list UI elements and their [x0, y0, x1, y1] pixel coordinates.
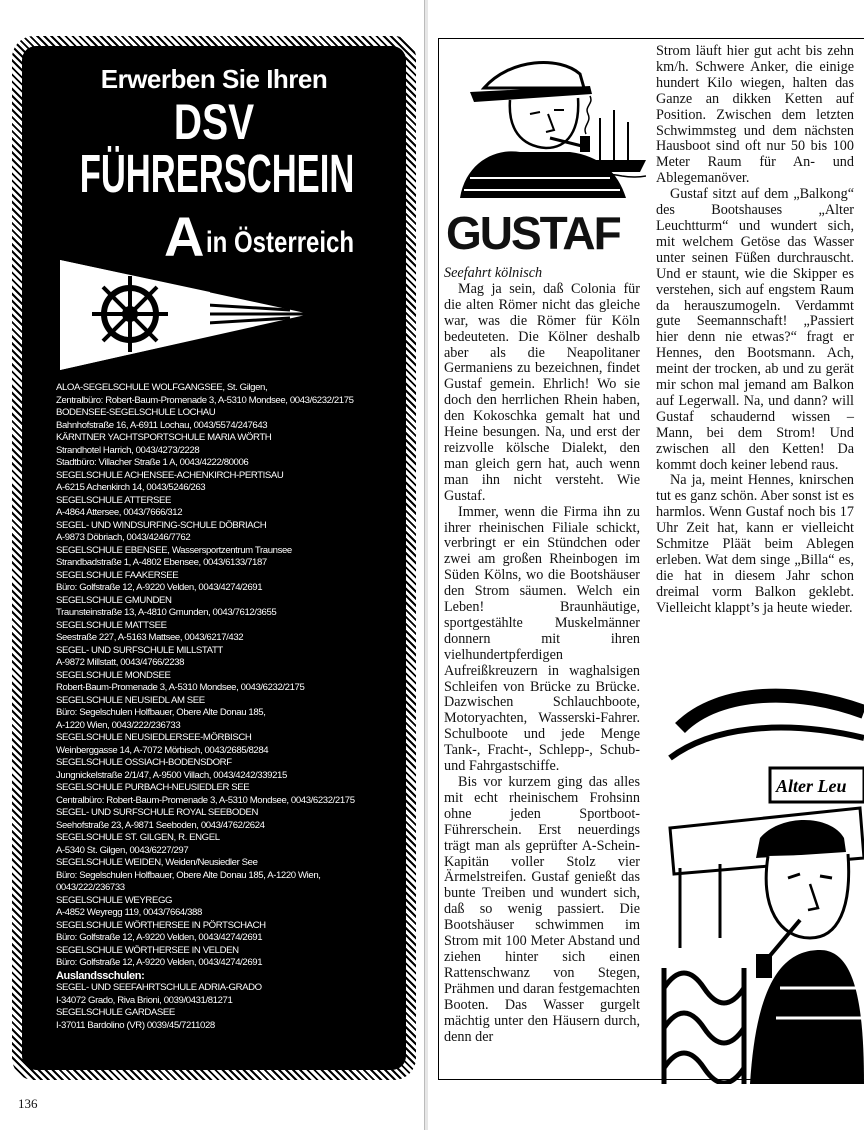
school-list-line: ALOA-SEGELSCHULE WOLFGANGSEE, St. Gilgen,	[56, 382, 268, 393]
left-page	[0, 0, 424, 1130]
page-number: 136	[18, 1096, 38, 1111]
school-list-line: Büro: Segelschulen Holfbauer, Obere Alte Donau 185, A-1220 Wien,	[56, 869, 321, 881]
school-list-line: Centralbüro: Robert-Baum-Promenade 3, A-5310 Mondsee, 0043/6232/2175	[56, 794, 355, 806]
school-list-line: SEGELSCHULE ATTERSEE	[56, 494, 171, 506]
school-list-line: Büro: Golfstraße 12, A-9220 Velden, 0043/4274/2691	[56, 957, 263, 968]
gustaf-logo: GUSTAF	[446, 207, 620, 259]
article-column-left	[444, 266, 640, 1045]
sign-text: Alter Leu	[776, 776, 847, 796]
school-list-line: Büro: Golfstraße 12, A-9220 Velden, 0043/4274/2691	[56, 932, 263, 943]
school-list-line: SEGELSCHULE FAAKERSEE	[56, 569, 179, 581]
school-list-line: SEGEL- UND SEEFAHRTSCHULE ADRIA-GRADO	[56, 982, 262, 993]
school-list-line: Jungnickelstraße 2/1/47, A-9500 Villach, 0043/4242/339215	[56, 769, 287, 781]
school-list-line: I-34072 Grado, Riva Brioni, 0039/0431/81271	[56, 994, 233, 1006]
school-list-line: Robert-Baum-Promenade 3, A-5310 Mondsee, 0043/6232/2175	[56, 682, 305, 693]
school-list-line: A-6215 Achenkirch 14, 0043/5246/263	[56, 482, 206, 493]
school-list-line: SEGEL- UND SURFSCHULE MILLSTATT	[56, 644, 223, 656]
article-paragraph: Na ja, meint Hennes, knirschen tut es ganz schön. Aber sonst ist es harmlos. Wenn Gustaf noch bis 17 Uhr Zeit hat, kann er vielleicht Schmitze Pläät beim Ablegen erleben. Wat dem singe „Billa“ es, die hat in diesem Jahr schon dreimal vorm Balkon geklebt. Vielleicht klappt’s ja heute wieder.	[656, 472, 854, 616]
school-list	[56, 382, 406, 1032]
school-list-line: Strandhotel Harrich, 0043/4273/2228	[56, 444, 200, 456]
school-list-line: SEGELSCHULE WÖRTHERSEE IN VELDEN	[56, 944, 239, 956]
article-column-right	[656, 44, 854, 617]
school-list-line: Weinberggasse 14, A-7072 Mörbisch, 0043/2685/8284	[56, 744, 269, 756]
school-list-line: A-5340 St. Gilgen, 0043/6227/297	[56, 844, 189, 856]
school-list-line: SEGELSCHULE WEIDEN, Weiden/Neusiedler See	[56, 857, 258, 868]
school-list-line: SEGELSCHULE NEUSIEDL AM SEE	[56, 694, 205, 706]
school-list-line: Bahnhofstraße 16, A-6911 Lochau, 0043/5574/247643	[56, 419, 268, 431]
school-list-line: SEGELSCHULE EBENSEE, Wassersportzentrum Traunsee	[56, 544, 292, 556]
rope-border	[12, 36, 416, 1080]
article-subtitle: Seefahrt kölnisch	[444, 265, 543, 281]
school-list-line: SEGELSCHULE WÖRTHERSEE IN PÖRTSCHACH	[56, 919, 266, 931]
abroad-heading: Auslandsschulen:	[56, 969, 145, 982]
pennant-wheel-icon	[60, 256, 310, 374]
school-list-line: SEGELSCHULE ACHENSEE-ACHENKIRCH-PERTISAU	[56, 469, 284, 481]
school-list-line: SEGELSCHULE WEYREGG	[56, 894, 173, 906]
school-list-line: SEGELSCHULE MONDSEE	[56, 669, 171, 681]
school-list-line: SEGELSCHULE MATTSEE	[56, 619, 167, 631]
school-list-line: I-37011 Bardolino (VR) 0039/45/7211028	[56, 1019, 215, 1031]
article-paragraph: Bis vor kurzem ging das alles mit echt rheinischem Frohsinn ohne jeden Sportboot-Führerschein. Erst neuerdings trägt man als geprüfter A-Schein-Kapitän voller Stolz vier Ärmelstreifen. Gustaf genießt das bunte Treiben und wundert sich, daß so wenig passiert. Die Bootshäuser schwimmen im Strom mit 100 Meter Abstand und ziehen hinter sich einen Rattenschwanz von Stegen, Prähmen und daran festgemachten Booten. Das Wasser gurgelt mächtig unter den Häusern durch, denn der	[444, 774, 640, 1045]
school-list-line: SEGELSCHULE GMUNDEN	[56, 594, 172, 606]
ad-headline-rest: in Österreich	[206, 226, 355, 259]
school-list-line: SEGELSCHULE GARDASEE	[56, 1007, 175, 1018]
school-list-line: SEGELSCHULE PURBACH-NEUSIEDLER SEE	[56, 782, 250, 793]
article-paragraph: Immer, wenn die Firma ihn zu ihrer rheinischen Filiale schickt, verbringt er ein Stündchen oder zwei am großen Rheinbogen im Süden Kölns, wo die Bootshäuser den Strom säumen. Welch ein Leben! Braunhäutige, sportgestählte Muskelmänner donnern mit ihren vielhundertpferdigen Aufreißkreuzern in waghalsigen Schleifen von Brücke zu Brücke. Dazwischen Schlauchboote, Motoryachten, Wasserski-Fahrer. Schulboote und jede Menge Tank-, Fracht-, Schlepp-, Schub- und Fahrgastschiffe.	[444, 503, 640, 775]
school-list-line: Seehofstraße 23, A-9871 Seeboden, 0043/4762/2624	[56, 819, 265, 831]
school-list-line: SEGELSCHULE OSSIACH-BODENSDORF	[56, 757, 232, 768]
school-list-line: KÄRNTNER YACHTSPORTSCHULE MARIA WÖRTH	[56, 432, 272, 443]
school-list-line: A-9872 Millstatt, 0043/4766/2238	[56, 657, 185, 668]
school-list-line: A-9873 Döbriach, 0043/4246/7762	[56, 532, 191, 543]
article-paragraph: Strom läuft hier gut acht bis zehn km/h. Schwere Anker, die einige hundert Kilo wiegen, halten das Ganze an dikken Ketten auf Position. Zwischen dem letzten Schwimmsteg und dem nächsten Hausboot sind oft nur 50 bis 100 Meter Raum für An- und Ablegemanöver.	[656, 43, 854, 187]
ad-headline-dsv: DSV	[173, 94, 255, 150]
right-page	[428, 0, 864, 1130]
school-list-line: Büro: Segelschulen Holfbauer, Obere Alte Donau 185,	[56, 707, 266, 718]
ad-headline-line1: Erwerben Sie Ihren	[100, 64, 328, 94]
advertisement	[22, 46, 406, 1070]
ad-headline-a: A	[164, 205, 205, 268]
school-list-line: A-4864 Attersee, 0043/7666/312	[56, 507, 183, 518]
ad-headline-fuehrerschein: FÜHRERSCHEIN	[79, 144, 355, 204]
school-list-line: Strandbadstraße 1, A-4802 Ebensee, 0043/6133/7187	[56, 557, 267, 568]
school-list-line: 0043/222/236733	[56, 882, 125, 893]
school-list-line: SEGEL- UND WINDSURFING-SCHULE DÖBRIACH	[56, 519, 267, 531]
sailor-with-pipe-illustration	[450, 48, 646, 198]
school-list-line: SEGEL- UND SURFSCHULE ROYAL SEEBODEN	[56, 807, 259, 818]
article-paragraph: Mag ja sein, daß Colonia für die alten Römer nicht das gleiche war, was die Römer für Köln bedeuteten. Die Kölner deshalb aber als die Neapolitaner Germaniens zu bezeichnen, findet Gustaf gemein. Ehrlich! Wo sie doch den herrlichen Rhein haben, den Kokoschka gemalt hat und Heine besungen. Na, und erst der reizvolle kölsche Dialekt, den man gleich gern hat, auch wenn man ihn nicht versteht. Wie Gustaf.	[444, 280, 640, 504]
school-list-line: SEGELSCHULE ST. GILGEN, R. ENGEL	[56, 832, 220, 843]
school-list-line: Traunsteinstraße 13, A-4810 Gmunden, 0043/7612/3655	[56, 607, 277, 618]
school-list-line: A-4852 Weyregg 119, 0043/7664/388	[56, 907, 202, 918]
boy-with-pipe-illustration	[660, 688, 864, 1084]
article-paragraph: Gustaf sitzt auf dem „Balkong“ des Bootshauses „Alter Leuchtturm“ und wundert sich, mit welchem Getöse das Wasser unter seinen Füßen durchrauscht. Und er staunt, wie die Skipper es verstehen, sich auf engstem Raum da herauszumogeln. Verdammt gute Seemannschaft! „Passiert hier denn nie etwas?“ fragt er Hennes, den Bootsmann. Ach, meint der trocken, ab und zu gerät mir schon mal jemand am Balkon auf Legerwall. Na, und dann? will Gustaf schaudernd wissen – Mann, bei dem Strom! Und zwischen all den Ketten! Da kommt doch keiner lebend raus.	[656, 186, 854, 473]
school-list-line: SEGELSCHULE NEUSIEDLERSEE-MÖRBISCH	[56, 732, 252, 743]
school-list-line: BODENSEE-SEGELSCHULE LOCHAU	[56, 407, 216, 418]
school-list-line: Seestraße 227, A-5163 Mattsee, 0043/6217/432	[56, 632, 244, 643]
school-list-line: Stadtbüro: Villacher Straße 1 A, 0043/4222/80006	[56, 457, 249, 468]
school-list-line: Büro: Golfstraße 12, A-9220 Velden, 0043/4274/2691	[56, 582, 263, 593]
school-list-line: A-1220 Wien, 0043/222/236733	[56, 719, 181, 731]
school-list-line: Zentralbüro: Robert-Baum-Promenade 3, A-5310 Mondsee, 0043/6232/2175	[56, 394, 354, 406]
